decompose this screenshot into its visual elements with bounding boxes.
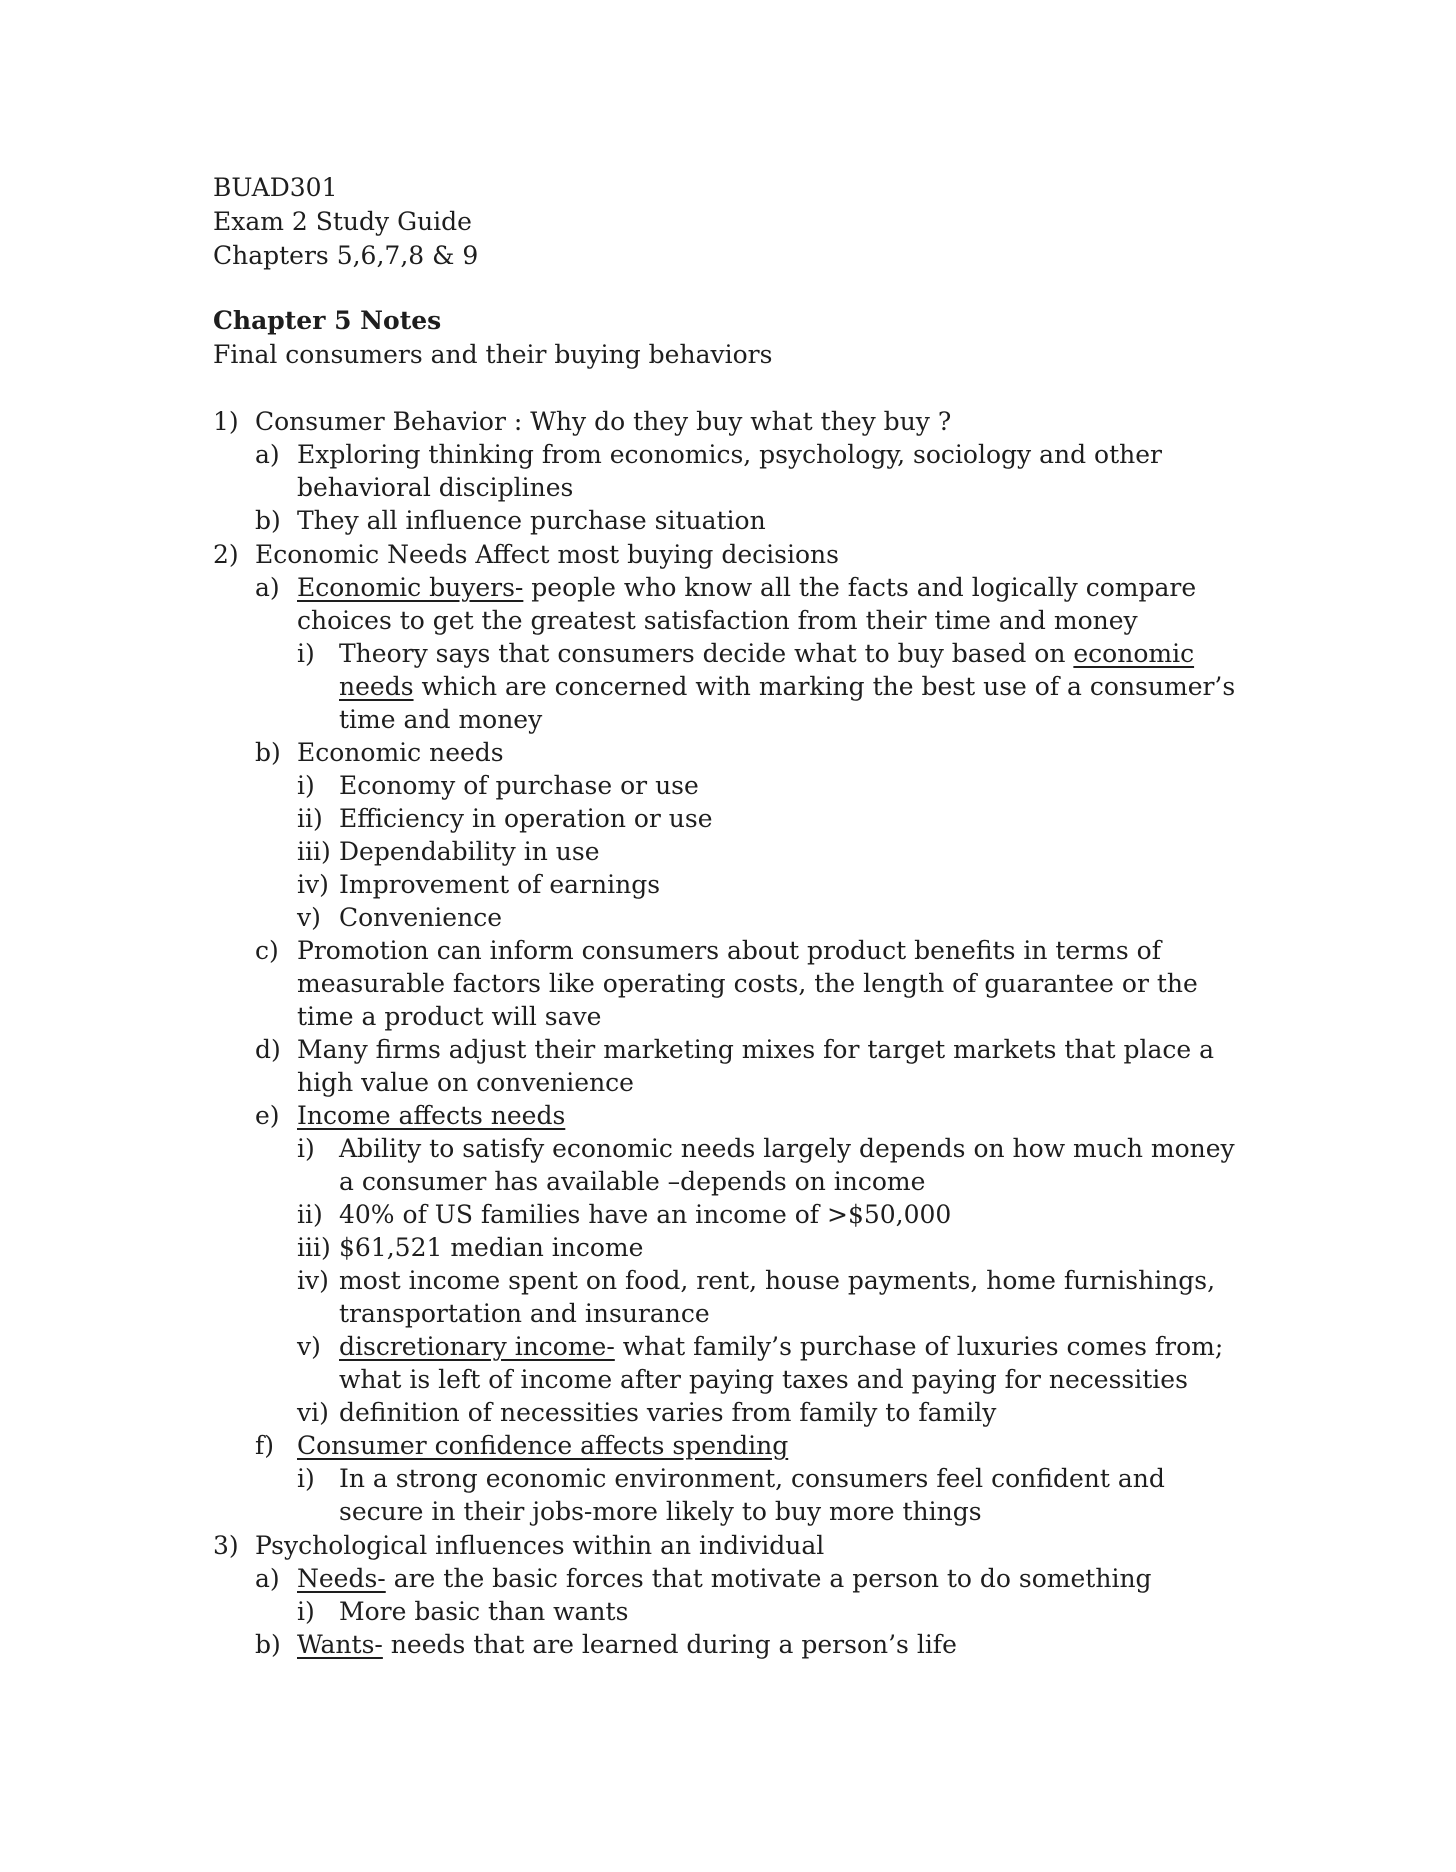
text-run: Exploring thinking from economics, psychology, sociology and other behavioral disciplines [297,440,1162,502]
outline-item-level-1 [213,538,1253,571]
underlined-term: Economic buyers- [297,573,524,602]
text-run: needs that are learned during a person’s life [382,1630,957,1659]
outline-marker: i) [297,1597,315,1626]
outline-item-level-2 [213,571,1253,637]
outline-marker: c) [255,936,279,965]
outline-item-level-3 [213,901,1253,934]
document-header [213,171,478,273]
outline-item-level-3 [213,1396,1253,1429]
underlined-term: Wants- [297,1630,383,1659]
outline-marker: b) [255,506,281,535]
text-run: More basic than wants [339,1597,629,1626]
outline-marker: iii) [297,837,331,866]
text-run: people who know all the facts and logically compare choices to get the greatest satisfaction from their time and money [297,573,1197,635]
text-run: Ability to satisfy economic needs largely depends on how much money a consumer has available –depends on income [339,1134,1235,1196]
text-run: $61,521 median income [339,1233,644,1262]
text-run: Psychological influences within an individual [255,1531,825,1560]
outline-marker: vi) [297,1398,329,1427]
outline-text [255,405,1253,438]
outline-item-level-3 [213,1264,1253,1330]
document-title: Exam 2 Study Guide [213,207,472,236]
text-run: are the basic forces that motivate a person to do something [385,1564,1152,1593]
outline-item-level-1 [213,405,1253,438]
outline-text [339,1330,1253,1396]
outline-item-level-2 [213,1628,1253,1661]
outline-item-level-2 [213,504,1253,537]
notes-outline [213,404,1253,1661]
outline-text [297,504,1253,537]
outline-marker: i) [297,1464,315,1493]
chapters-covered: Chapters 5,6,7,8 & 9 [213,241,479,270]
outline-text [339,637,1253,736]
outline-marker: ii) [297,1200,323,1229]
text-run: Efficiency in operation or use [339,804,713,833]
outline-text [297,1099,1253,1132]
outline-item-level-2 [213,736,1253,769]
outline-text [339,1198,1253,1231]
outline-item-level-3 [213,1132,1253,1198]
underlined-term: economic needs [339,639,1195,701]
outline-text [297,1628,1253,1661]
underlined-term: discretionary income- [339,1332,615,1361]
outline-marker: a) [255,573,280,602]
text-run: In a strong economic environment, consumers feel confident and secure in their jobs-more likely to buy more things [339,1464,1165,1526]
text-run: Improvement of earnings [339,870,661,899]
outline-text [297,438,1253,504]
text-run: most income spent on food, rent, house payments, home furnishings, transportation and insurance [339,1266,1216,1328]
outline-marker: v) [297,1332,321,1361]
outline-marker: i) [297,1134,315,1163]
outline-marker: b) [255,738,281,767]
outline-item-level-2 [213,1033,1253,1099]
outline-item-level-3 [213,1231,1253,1264]
outline-text [297,1429,1253,1462]
outline-item-level-3 [213,1595,1253,1628]
chapter-subheading: Final consumers and their buying behaviors [213,340,773,369]
outline-marker: 3) [213,1531,239,1560]
text-run: Economic Needs Affect most buying decisions [255,540,839,569]
outline-marker: e) [255,1101,280,1130]
outline-text [297,934,1253,1033]
text-run: Promotion can inform consumers about product benefits in terms of measurable factors like operating costs, the length of guarantee or the time a product will save [297,936,1198,1031]
outline-item-level-3 [213,1330,1253,1396]
outline-text [339,1462,1253,1528]
outline-text [339,1595,1253,1628]
outline-marker: b) [255,1630,281,1659]
underlined-term: Needs- [297,1564,386,1593]
outline-item-level-2 [213,1429,1253,1462]
outline-marker: a) [255,440,280,469]
outline-text [339,802,1253,835]
outline-item-level-2 [213,934,1253,1033]
text-run: Theory says that consumers decide what to buy based on [339,639,1074,668]
outline-marker: a) [255,1564,280,1593]
text-run: definition of necessities varies from family to family [339,1398,997,1427]
outline-marker: i) [297,639,315,668]
outline-marker: iv) [297,870,329,899]
outline-text [297,571,1253,637]
outline-marker: d) [255,1035,281,1064]
outline-item-level-3 [213,1198,1253,1231]
outline-item-level-2 [213,1562,1253,1595]
underlined-term: Consumer confidence affects spending [297,1431,789,1460]
outline-item-level-3 [213,868,1253,901]
outline-item-level-2 [213,1099,1253,1132]
outline-item-level-3 [213,1462,1253,1528]
text-run: Dependability in use [339,837,600,866]
outline-marker: ii) [297,804,323,833]
outline-text [339,1231,1253,1264]
text-run: Many firms adjust their marketing mixes for target markets that place a high value on convenience [297,1035,1214,1097]
outline-text [339,1132,1253,1198]
outline-text [297,1033,1253,1099]
outline-marker: 1) [213,407,239,436]
outline-item-level-3 [213,769,1253,802]
outline-text [255,538,1253,571]
outline-text [297,1562,1253,1595]
outline-marker: iv) [297,1266,329,1295]
outline-text [339,835,1253,868]
text-run: 40% of US families have an income of >$50,000 [339,1200,952,1229]
text-run: Convenience [339,903,502,932]
outline-item-level-3 [213,802,1253,835]
outline-marker: i) [297,771,315,800]
outline-text [339,1264,1253,1330]
outline-text [339,901,1253,934]
outline-text [339,1396,1253,1429]
outline-item-level-3 [213,637,1253,736]
outline-text [297,736,1253,769]
course-code: BUAD301 [213,173,338,202]
chapter-section [213,304,772,372]
outline-item-level-1 [213,1529,1253,1562]
underlined-term: Income affects needs [297,1101,566,1130]
text-run: Economic needs [297,738,504,767]
text-run: what family’s purchase of luxuries comes from; what is left of income after paying taxes and paying for necessities [339,1332,1224,1394]
outline-marker: f) [255,1431,275,1460]
outline-marker: 2) [213,540,239,569]
outline-text [255,1529,1253,1562]
outline-marker: iii) [297,1233,331,1262]
outline-item-level-2 [213,438,1253,504]
text-run: They all influence purchase situation [297,506,766,535]
text-run: Economy of purchase or use [339,771,699,800]
chapter-heading: Chapter 5 Notes [213,306,442,335]
outline-marker: v) [297,903,321,932]
outline-text [339,769,1253,802]
text-run: Consumer Behavior : Why do they buy what they buy ? [255,407,952,436]
outline-text [339,868,1253,901]
text-run: which are concerned with marking the best use of a consumer’s time and money [339,672,1236,734]
outline-item-level-3 [213,835,1253,868]
